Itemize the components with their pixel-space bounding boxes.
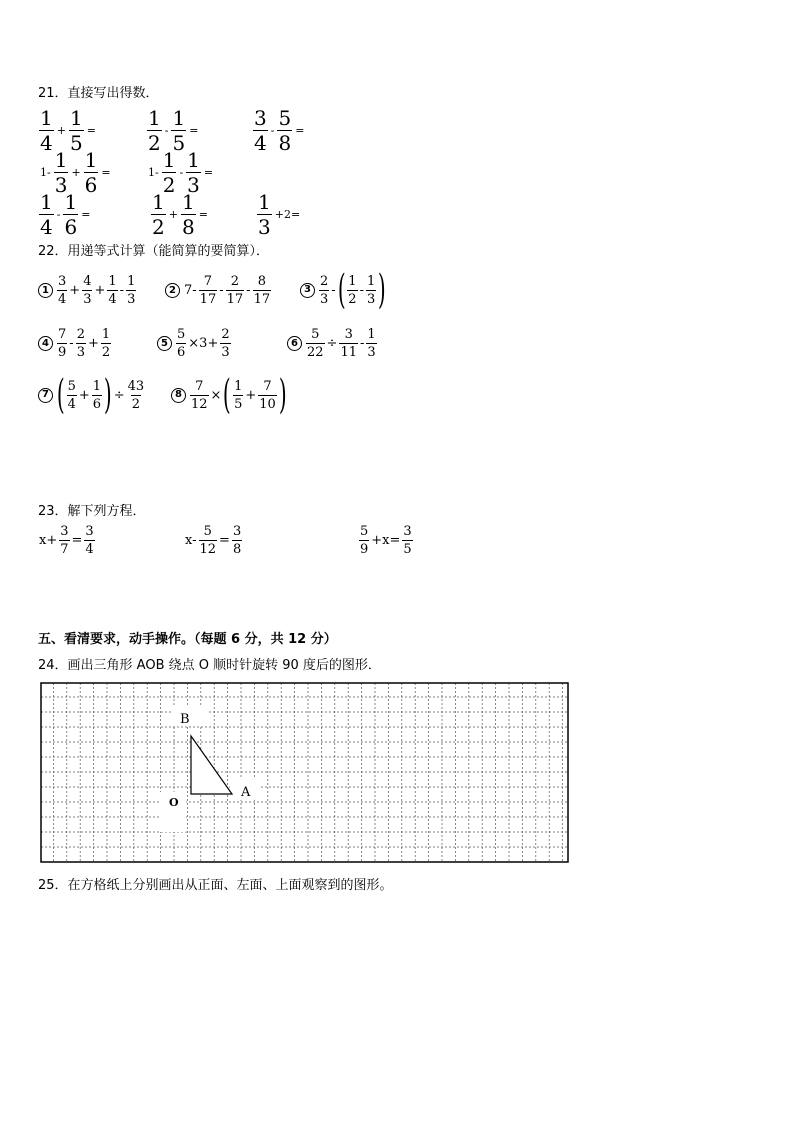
numerator: 3 [85,524,94,539]
q22-problem-1 [38,275,137,306]
numerator: 1 [40,190,53,214]
denominator: 11 [340,345,357,360]
prefix: 1- [148,166,159,179]
q21-title: 21．直接写出得数． [38,86,159,101]
denominator: 6 [177,345,186,360]
numerator: 5 [177,327,186,342]
numerator: 1 [367,327,376,342]
grid-lines [41,683,568,862]
q22-problem-8 [171,372,287,418]
numerator: 1 [108,274,117,289]
denominator: 17 [226,292,244,307]
q23-title: 23．解下列方程． [38,504,146,519]
grid-paper [40,682,569,863]
operator: - [246,283,251,298]
numerator: 2 [230,274,240,289]
grid-svg [40,682,569,863]
label-o: O [169,796,179,809]
circled-number: 8 [171,388,186,403]
q21-item-4 [38,150,113,195]
denominator: 5 [403,542,412,557]
denominator: 3 [83,292,92,307]
denominator: 3 [187,173,200,197]
numerator: 1 [69,106,83,130]
denominator: 6 [84,173,98,197]
numerator: 3 [232,524,242,539]
numerator: 7 [195,378,204,394]
operator: - [119,283,125,298]
numerator: 7 [58,327,67,342]
denominator: 5 [172,131,186,155]
numerator: 1 [101,327,111,342]
denominator: 8 [232,542,242,557]
denominator: 4 [58,292,67,307]
denominator: 3 [54,173,68,197]
q22-problem-2 [165,275,272,306]
operator: - [56,208,61,221]
equals: = [189,124,199,137]
left-paren: ( [223,372,232,418]
middle-text: ×3+ [188,336,219,351]
operator: + [56,124,66,137]
numerator: 3 [403,524,412,539]
q21-item-6 [38,192,92,237]
q21-item-7 [150,192,210,237]
denominator: 2 [162,173,176,197]
denominator: 9 [58,345,67,360]
denominator: 17 [253,292,271,307]
right-paren: ) [278,372,287,418]
q21-item-2 [146,108,200,153]
numerator: 3 [58,274,67,289]
q22-problem-6 [287,328,378,359]
denominator: 5 [69,131,83,155]
circled-number: 2 [165,283,180,298]
denominator: 17 [199,292,217,307]
circled-number: 3 [300,283,315,298]
operator: - [179,166,184,179]
denominator: 10 [259,396,276,412]
equals: = [101,166,111,179]
operator: + [245,387,257,403]
denominator: 9 [360,542,369,557]
middle-text: +x= [371,533,401,548]
numerator: 1 [366,273,376,289]
numerator: 1 [127,274,136,289]
prefix: x- [185,533,197,548]
denominator: 22 [307,345,324,360]
denominator: 8 [181,215,195,239]
operator: - [219,283,224,298]
numerator: 1 [152,190,165,214]
operator: - [69,336,74,351]
label-b: B [180,712,190,727]
denominator: 6 [64,215,78,239]
numerator: 5 [203,524,212,539]
circled-number: 7 [38,388,53,403]
prefix: 7- [184,283,197,298]
q22-problem-4 [38,328,112,359]
denominator: 8 [278,131,292,155]
operator: + [168,208,178,221]
operator: + [94,283,106,298]
numerator: 5 [67,378,76,394]
q23-equation-1 [38,525,96,556]
denominator: 3 [76,345,85,360]
q21-item-1 [38,108,98,153]
q21-item-5 [146,150,215,195]
denominator: 12 [191,396,208,412]
denominator: 3 [221,345,230,360]
denominator: 4 [40,215,53,239]
numerator: 5 [311,327,320,342]
equals: = [219,533,230,548]
numerator: 1 [64,190,78,214]
denominator: 3 [258,215,271,239]
label-b-background [173,706,209,726]
denominator: 7 [60,542,69,557]
numerator: 2 [221,327,230,342]
q22-title: 22．用递等式计算（能简算的要简算）． [38,244,270,259]
tail: +2= [274,208,301,221]
equals: = [71,533,83,548]
numerator: 1 [54,148,68,172]
circled-number: 5 [157,336,172,351]
operator: + [71,166,81,179]
numerator: 1 [148,106,161,130]
operator: - [164,124,169,137]
circled-number: 6 [287,336,302,351]
numerator: 1 [92,378,102,394]
denominator: 2 [152,215,165,239]
numerator: 7 [263,378,272,394]
equals: = [81,208,91,221]
denominator: 4 [40,131,53,155]
q24-title: 24．画出三角形 AOB 绕点 O 顺时针旋转 90 度后的图形． [38,658,381,673]
numerator: 1 [187,148,200,172]
numerator: 1 [234,378,243,394]
circled-number: 4 [38,336,53,351]
operator: + [78,387,90,403]
denominator: 2 [148,131,161,155]
denominator: 6 [92,396,102,412]
numerator: 1 [172,106,186,130]
q22-problem-7 [38,372,146,418]
numerator: 1 [181,190,195,214]
operator: - [359,282,364,298]
denominator: 2 [101,345,111,360]
equals: = [203,166,214,179]
left-paren: ( [56,372,65,418]
denominator: 4 [67,396,76,412]
q25-title: 25．在方格纸上分别画出从正面、左面、上面观察到的图形。 [38,878,393,893]
operator: + [87,336,99,351]
operator: ÷ [326,336,338,351]
denominator: 4 [254,131,267,155]
numerator: 43 [127,378,145,394]
numerator: 1 [162,148,176,172]
numerator: 5 [360,524,369,539]
numerator: 3 [60,524,69,539]
operator: + [69,283,81,298]
left-paren: ( [337,267,346,313]
q23-equation-3 [358,525,414,556]
numerator: 3 [254,106,267,130]
operator: - [360,336,365,351]
numerator: 8 [257,274,266,289]
triangle-aob [191,736,232,794]
equals: = [86,124,96,137]
denominator: 4 [85,542,94,557]
numerator: 3 [344,327,353,342]
circled-number: 1 [38,283,53,298]
numerator: 2 [76,327,85,342]
denominator: 4 [108,292,117,307]
numerator: 7 [203,274,213,289]
q21-item-3 [252,108,306,153]
numerator: 1 [84,148,98,172]
numerator: 5 [278,106,292,130]
equals: = [295,124,305,137]
q22-problem-3 [300,267,387,313]
numerator: 2 [320,273,329,289]
equals: = [198,208,208,221]
numerator: 1 [40,106,53,130]
q23-equation-2 [184,525,243,556]
section-5-title: 五、看清要求，动手操作。（每题 6 分，共 12 分） [38,632,337,647]
numerator: 1 [348,273,357,289]
right-paren: ) [103,372,112,418]
q21-item-8 [256,192,302,237]
operator: ÷ [113,387,125,403]
prefix: x+ [39,533,58,548]
operator: - [270,124,275,137]
prefix: 1- [40,166,51,179]
label-a: A [241,785,251,800]
q22-problem-5 [157,328,232,359]
numerator: 1 [258,190,271,214]
denominator: 2 [348,291,357,307]
right-paren: ) [378,267,386,313]
numerator: 4 [83,274,92,289]
denominator: 12 [199,542,217,557]
operator: - [331,282,336,298]
denominator: 3 [320,291,329,307]
denominator: 3 [366,291,376,307]
denominator: 5 [234,396,243,412]
denominator: 2 [131,396,140,412]
denominator: 3 [367,345,376,360]
operator: × [210,387,222,403]
denominator: 3 [127,292,136,307]
